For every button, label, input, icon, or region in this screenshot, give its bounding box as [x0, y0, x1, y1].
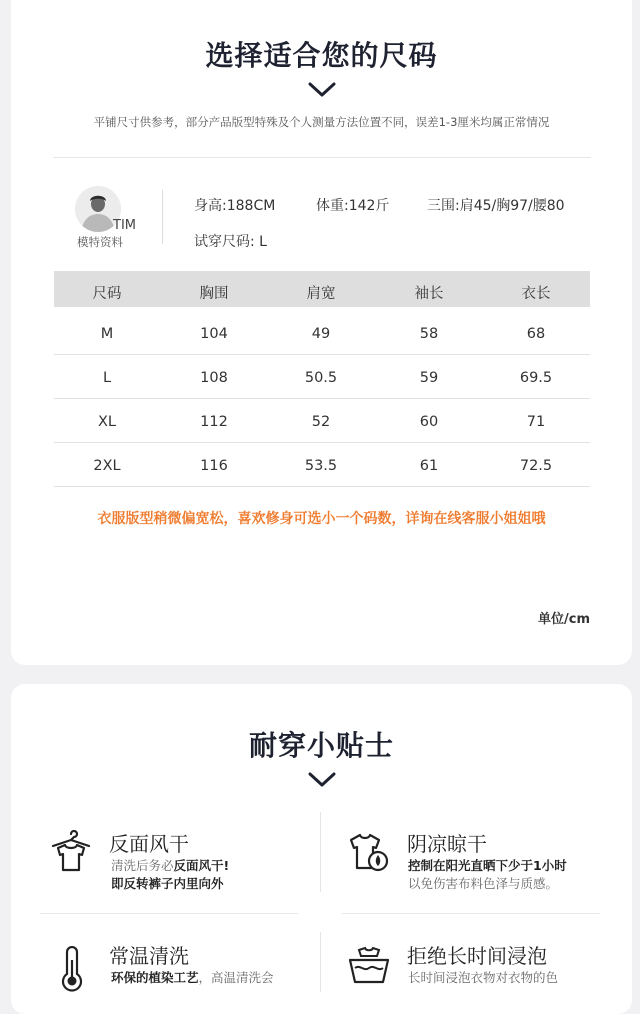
row-divider: [54, 398, 590, 399]
tips-divider: [342, 913, 600, 914]
table-cell: 108: [200, 370, 228, 386]
shirt-sun-icon: [345, 830, 391, 876]
tip-text-emphasis: 反面风干!: [173, 858, 230, 873]
model-caption: 模特资料: [77, 235, 123, 249]
table-cell: M: [100, 326, 114, 342]
tips-divider: [40, 913, 298, 914]
header-cell: 袖长: [414, 286, 444, 302]
table-cell: 60: [419, 414, 439, 430]
tip-text-line: 清洗后务必: [111, 858, 174, 873]
tip-text: [111, 857, 311, 893]
table-cell: 112: [200, 414, 228, 430]
header-cell: 尺码: [92, 286, 122, 302]
thermometer-icon: [57, 946, 87, 992]
model-height: 身高:188CM: [194, 198, 276, 214]
table-cell: 116: [200, 458, 228, 474]
table-cell: 58: [419, 326, 439, 342]
table-cell: 59: [419, 370, 439, 386]
size-chart-card: [11, 0, 632, 665]
row-divider: [54, 486, 590, 487]
basin-icon: [347, 946, 391, 986]
chevron-down-icon: [308, 82, 336, 98]
hanger-shirt-icon: [49, 830, 93, 874]
header-cell: 衣长: [521, 286, 551, 302]
tip-title: 拒绝长时间浸泡: [407, 944, 547, 968]
model-trial-size: 试穿尺码: L: [194, 234, 267, 250]
tip-text-emphasis: 即反转裤子内里向外: [111, 876, 224, 891]
row-divider: [54, 354, 590, 355]
tip-text: [408, 969, 618, 987]
tip-text: [408, 857, 618, 893]
fit-advice: 衣服版型稍微偏宽松，喜欢修身可选小一个码数，详询在线客服小姐姐哦: [97, 511, 546, 527]
tip-text: [111, 969, 321, 987]
tip-text-line: 以免伤害布料色泽与质感。: [408, 876, 559, 891]
model-weight: 体重:142斤: [316, 198, 390, 214]
table-cell: 104: [200, 326, 228, 342]
tip-text-line: 长时间浸泡衣物对衣物的色: [408, 970, 559, 985]
table-cell: 52: [311, 414, 331, 430]
header-cell: 胸围: [199, 286, 229, 302]
table-cell: 49: [311, 326, 331, 342]
size-section-title: 选择适合您的尺码: [205, 39, 438, 72]
tip-title: 常温清洗: [109, 944, 189, 968]
table-cell: 71: [526, 414, 546, 430]
row-divider: [54, 442, 590, 443]
divider: [53, 157, 591, 158]
care-section-title: 耐穿小贴士: [248, 729, 394, 762]
table-cell: 61: [419, 458, 439, 474]
chevron-down-icon: [308, 772, 336, 788]
model-divider: [162, 190, 163, 244]
table-cell: 50.5: [304, 370, 338, 386]
model-measurements: 三围:肩45/胸97/腰80: [427, 198, 565, 214]
header-cell: 肩宽: [306, 286, 336, 302]
tip-title: 阴凉晾干: [407, 832, 487, 856]
care-tips-card: [11, 684, 632, 1014]
table-cell: L: [102, 370, 112, 386]
tip-text-emphasis: 控制在阳光直晒下少于1小时: [408, 858, 567, 873]
model-name: TIM: [113, 218, 136, 233]
table-cell: 53.5: [304, 458, 338, 474]
tip-text-line: ，高温清洗会: [198, 970, 274, 985]
tip-title: 反面风干: [109, 832, 189, 856]
unit-label: 单位/cm: [537, 612, 590, 627]
table-cell: 68: [526, 326, 546, 342]
tips-divider: [320, 812, 321, 892]
measurement-note: 平铺尺寸供参考，部分产品版型特殊及个人测量方法位置不同，误差1-3厘米均属正常情况: [93, 115, 550, 129]
table-cell: 2XL: [93, 458, 121, 474]
tip-text-emphasis: 环保的植染工艺: [111, 970, 199, 985]
table-cell: 72.5: [519, 458, 553, 474]
table-cell: 69.5: [519, 370, 553, 386]
table-cell: XL: [97, 414, 116, 430]
